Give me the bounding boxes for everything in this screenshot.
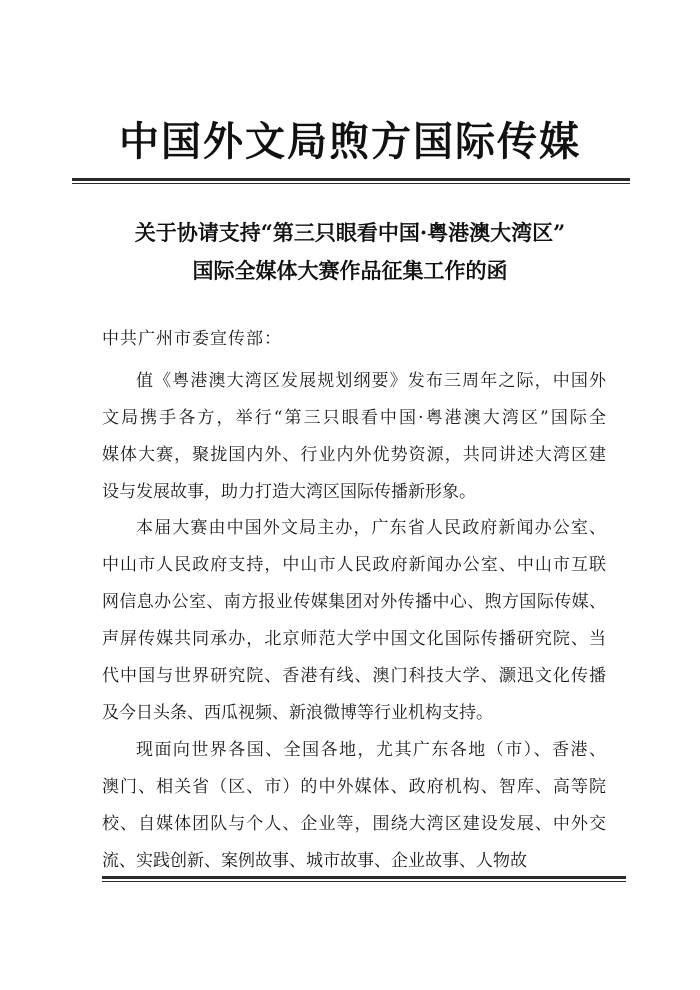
letterhead-org-name: 中国外文局煦方国际传媒 — [119, 118, 581, 165]
paragraph-line: 校、自媒体团队与个人、企业等，围绕大湾区建设发展、中外交 — [102, 814, 606, 834]
salutation: 中共广州市委宣传部： — [102, 329, 282, 349]
paragraph-line: 文局携手各方，举行“第三只眼看中国·粤港澳大湾区”国际全 — [102, 408, 606, 428]
paragraph-line: 澳门、相关省（区、市）的中外媒体、政府机构、智库、高等院 — [102, 777, 606, 797]
document-title-line-2: 国际全媒体大赛作品征集工作的函 — [192, 258, 508, 283]
paragraph-line: 流、实践创新、案例故事、城市故事、企业故事、人物故 — [102, 851, 527, 871]
paragraph-line: 设与发展故事，助力打造大湾区国际传播新形象。 — [102, 482, 476, 502]
paragraph-line: 值《粤港澳大湾区发展规划纲要》发布三周年之际，中国外 — [136, 371, 606, 391]
paragraph-line: 媒体大赛，聚拢国内外、行业内外优势资源，共同讲述大湾区建 — [102, 445, 606, 465]
paragraph-line: 网信息办公室、南方报业传媒集团对外传播中心、煦方国际传媒、 — [102, 592, 606, 612]
document-title-line-1: 关于协请支持“第三只眼看中国·粤港澳大湾区” — [134, 220, 566, 245]
paragraph-line: 声屏传媒共同承办，北京师范大学中国文化国际传播研究院、当 — [102, 629, 606, 649]
paragraph-line: 中山市人民政府支持，中山市人民政府新闻办公室、中山市互联 — [102, 555, 606, 575]
paragraph-line: 代中国与世界研究院、香港有线、澳门科技大学、灏迅文化传播 — [102, 666, 606, 686]
letterhead-double-rule — [72, 178, 630, 184]
paragraph-line: 现面向世界各国、全国各地，尤其广东各地（市）、香港、 — [136, 740, 606, 760]
footer-double-rule — [102, 876, 626, 882]
paragraph-line: 及今日头条、西瓜视频、新浪微博等行业机构支持。 — [102, 703, 493, 723]
paragraph-line: 本届大赛由中国外文局主办，广东省人民政府新闻办公室、 — [136, 518, 606, 538]
